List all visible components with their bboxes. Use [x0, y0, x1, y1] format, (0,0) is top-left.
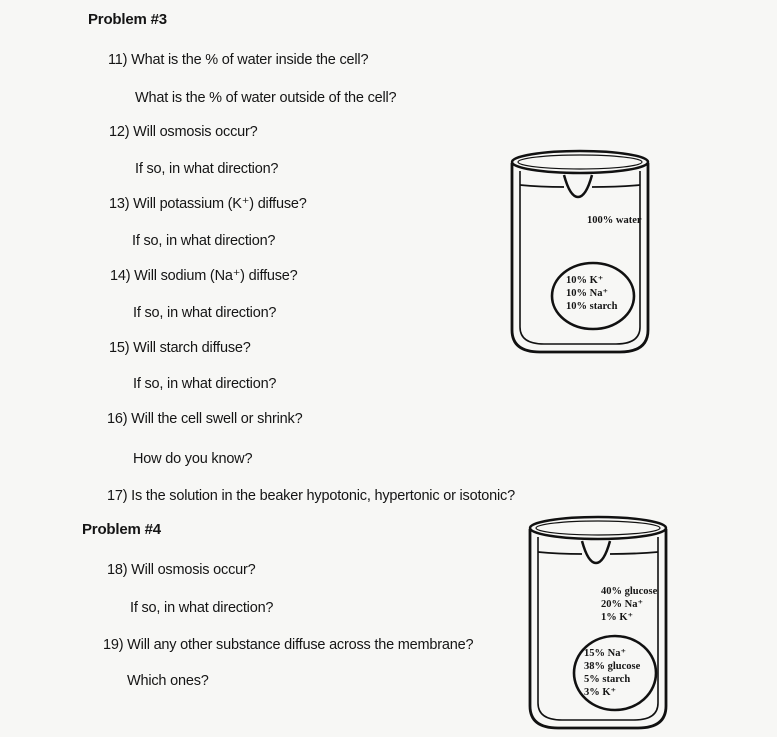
- question-18: 18) Will osmosis occur?: [107, 562, 256, 578]
- cell-label-4: 3% K⁺: [584, 687, 617, 698]
- beaker-spout: [582, 541, 610, 563]
- cell-label-3: 5% starch: [584, 674, 631, 685]
- question-14: 14) Will sodium (Na⁺) diffuse?: [110, 268, 298, 284]
- question-17: 17) Is the solution in the beaker hypotonic, hypertonic or isotonic?: [107, 488, 515, 504]
- beaker-outside-label-1: 40% glucose: [601, 586, 658, 597]
- question-19: 19) Will any other substance diffuse across the membrane?: [103, 637, 474, 653]
- question-14-followup: If so, in what direction?: [133, 305, 277, 321]
- question-15: 15) Will starch diffuse?: [109, 340, 251, 356]
- question-11-followup: What is the % of water outside of the cell?: [135, 90, 397, 106]
- beaker-problem-4: [518, 510, 678, 734]
- question-12-followup: If so, in what direction?: [135, 161, 279, 177]
- question-12: 12) Will osmosis occur?: [109, 124, 258, 140]
- beaker-rim-inner: [518, 155, 642, 169]
- cell-label-2: 38% glucose: [584, 661, 641, 672]
- beaker-outside-label-3: 1% K⁺: [601, 612, 634, 623]
- beaker-wall: [512, 163, 648, 352]
- question-16-followup: How do you know?: [133, 451, 253, 467]
- beaker-outside-label-2: 20% Na⁺: [601, 599, 643, 610]
- cell-label-1: 15% Na⁺: [584, 648, 626, 659]
- beaker-spout: [564, 175, 592, 197]
- beaker-rim: [530, 517, 666, 539]
- water-level-line: [538, 552, 658, 554]
- beaker-problem-3: [500, 145, 660, 360]
- beaker-rim: [512, 151, 648, 173]
- beaker-outside-label: 100% water: [587, 215, 642, 226]
- cell-label-1: 10% K⁺: [566, 275, 604, 286]
- question-16: 16) Will the cell swell or shrink?: [107, 411, 303, 427]
- beaker-rim-inner: [536, 521, 660, 535]
- question-15-followup: If so, in what direction?: [133, 376, 277, 392]
- problem-3-title: Problem #3: [88, 11, 167, 28]
- cell-label-2: 10% Na⁺: [566, 288, 608, 299]
- question-13: 13) Will potassium (K⁺) diffuse?: [109, 196, 307, 212]
- question-13-followup: If so, in what direction?: [132, 233, 276, 249]
- water-level-line: [520, 185, 640, 187]
- question-11: 11) What is the % of water inside the cell?: [108, 52, 369, 68]
- question-19-followup: Which ones?: [127, 673, 209, 689]
- problem-4-title: Problem #4: [82, 521, 161, 538]
- question-18-followup: If so, in what direction?: [130, 600, 274, 616]
- cell-label-3: 10% starch: [566, 301, 618, 312]
